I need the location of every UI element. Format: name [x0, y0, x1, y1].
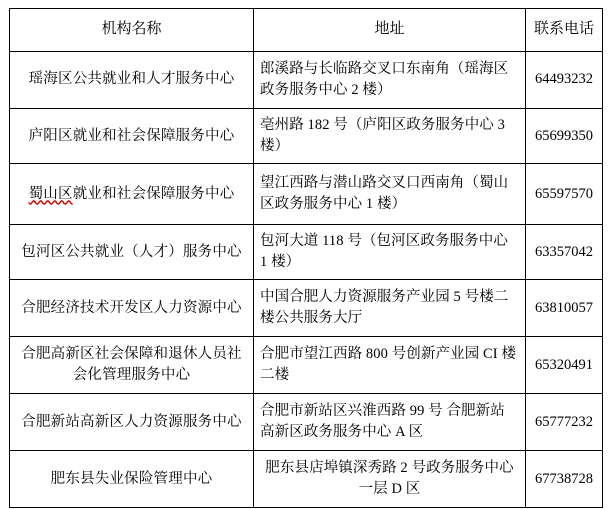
cell-agency-name: 蜀山区就业和社会保障服务中心: [10, 164, 254, 225]
cell-agency-name: 合肥经济技术开发区人力资源中心: [10, 280, 254, 337]
cell-phone: 65699350: [526, 109, 603, 164]
spellcheck-marked-text: 蜀山区: [28, 185, 73, 202]
cell-phone: 63810057: [526, 280, 603, 337]
document-page: [0, 8, 616, 509]
cell-phone: 64493232: [526, 52, 603, 109]
table-row: [10, 52, 603, 109]
cell-phone: 65777232: [526, 394, 603, 451]
table-body: [10, 52, 603, 508]
cell-address: 肥东县店埠镇深秀路 2 号政务服务中心一层 D 区: [254, 451, 526, 508]
table-row: [10, 394, 603, 451]
cell-phone: 65597570: [526, 164, 603, 225]
cell-address: 郎溪路与长临路交叉口东南角（瑶海区政务服务中心 2 楼）: [254, 52, 526, 109]
cell-address: 中国合肥人力资源服务产业园 5 号楼二楼公共服务大厅: [254, 280, 526, 337]
cell-phone: 65320491: [526, 337, 603, 394]
table-row: [10, 225, 603, 280]
cell-agency-name: 合肥新站高新区人力资源服务中心: [10, 394, 254, 451]
table-header: [10, 9, 603, 52]
cell-agency-name: 合肥高新区社会保障和退休人员社会化管理服务中心: [10, 337, 254, 394]
table-row: [10, 337, 603, 394]
table-row: [10, 280, 603, 337]
cell-address: 亳州路 182 号（庐阳区政务服务中心 3 楼）: [254, 109, 526, 164]
cell-agency-name: 庐阳区就业和社会保障服务中心: [10, 109, 254, 164]
table-row: [10, 451, 603, 508]
cell-address: 望江西路与潜山路交叉口西南角（蜀山区政务服务中心 1 楼）: [254, 164, 526, 225]
table-row: [10, 109, 603, 164]
table-row: [10, 164, 603, 225]
cell-address: 合肥市望江西路 800 号创新产业园 CI 楼二楼: [254, 337, 526, 394]
agency-contact-table: [9, 8, 603, 508]
cell-phone: 63357042: [526, 225, 603, 280]
header-row: [10, 9, 603, 52]
cell-agency-name: 瑶海区公共就业和人才服务中心: [10, 52, 254, 109]
cell-agency-name: 包河区公共就业（人才）服务中心: [10, 225, 254, 280]
column-header-address: 地址: [254, 9, 526, 52]
cell-agency-name: 肥东县失业保险管理中心: [10, 451, 254, 508]
column-header-phone: 联系电话: [526, 9, 603, 52]
cell-address: 包河大道 118 号（包河区政务服务中心 1 楼）: [254, 225, 526, 280]
cell-phone: 67738728: [526, 451, 603, 508]
cell-address: 合肥市新站区兴淮西路 99 号 合肥新站高新区政务服务中心 A 区: [254, 394, 526, 451]
column-header-name: 机构名称: [10, 9, 254, 52]
